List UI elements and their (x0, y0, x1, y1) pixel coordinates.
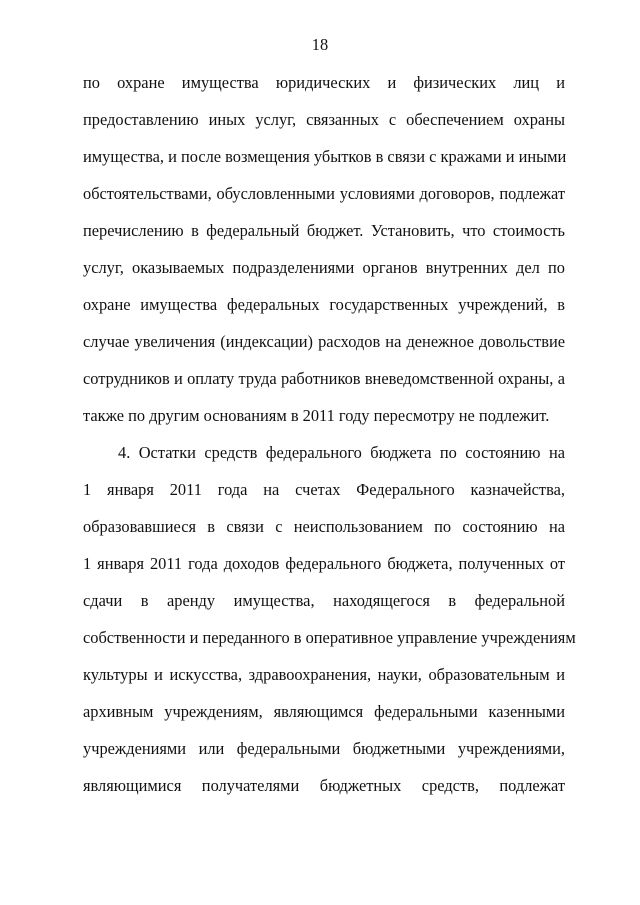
paragraph-2-line-7: культуры и искусства, здравоохранения, науки, образовательным и (83, 665, 565, 684)
paragraph-2-line-9: учреждениями или федеральными бюджетными учреждениями, (83, 739, 565, 758)
paragraph-1-line-4: обстоятельствами, обусловленными условиями договоров, подлежат (83, 184, 565, 203)
paragraph-2-line-4: 1 января 2011 года доходов федерального бюджета, полученных от (83, 554, 565, 573)
paragraph-1-line-8: случае увеличения (индексации) расходов на денежное довольствие (83, 332, 565, 351)
paragraph-1-line-3: имущества, и после возмещения убытков в связи с кражами и иными (83, 147, 567, 166)
paragraph-1-line-10: также по другим основаниям в 2011 году пересмотру не подлежит. (83, 406, 550, 425)
paragraph-1-line-7: охране имущества федеральных государственных учреждений, в (83, 295, 565, 314)
paragraph-2-line-8: архивным учреждениям, являющимся федеральными казенными (83, 702, 565, 721)
paragraph-2-line-10: являющимися получателями бюджетных средств, подлежат (83, 776, 565, 795)
paragraph-2-line-5: сдачи в аренду имущества, находящегося в федеральной (83, 591, 565, 610)
paragraph-1-line-5: перечислению в федеральный бюджет. Установить, что стоимость (83, 221, 565, 240)
paragraph-2-line-2: 1 января 2011 года на счетах Федерального казначейства, (83, 480, 565, 499)
paragraph-1-line-1: по охране имущества юридических и физических лиц и (83, 73, 565, 92)
page-number: 18 (311, 35, 329, 54)
paragraph-1-line-9: сотрудников и оплату труда работников вневедомственной охраны, а (83, 369, 565, 388)
paragraph-1-line-2: предоставлению иных услуг, связанных с обеспечением охраны (83, 110, 565, 129)
paragraph-2-line-3: образовавшиеся в связи с неиспользованием по состоянию на (83, 517, 565, 536)
paragraph-2-line-6: собственности и переданного в оперативное управление учреждениям (83, 628, 576, 647)
paragraph-1-line-6: услуг, оказываемых подразделениями органов внутренних дел по (83, 258, 565, 277)
paragraph-2-line-1: 4. Остатки средств федерального бюджета по состоянию на (118, 443, 565, 462)
